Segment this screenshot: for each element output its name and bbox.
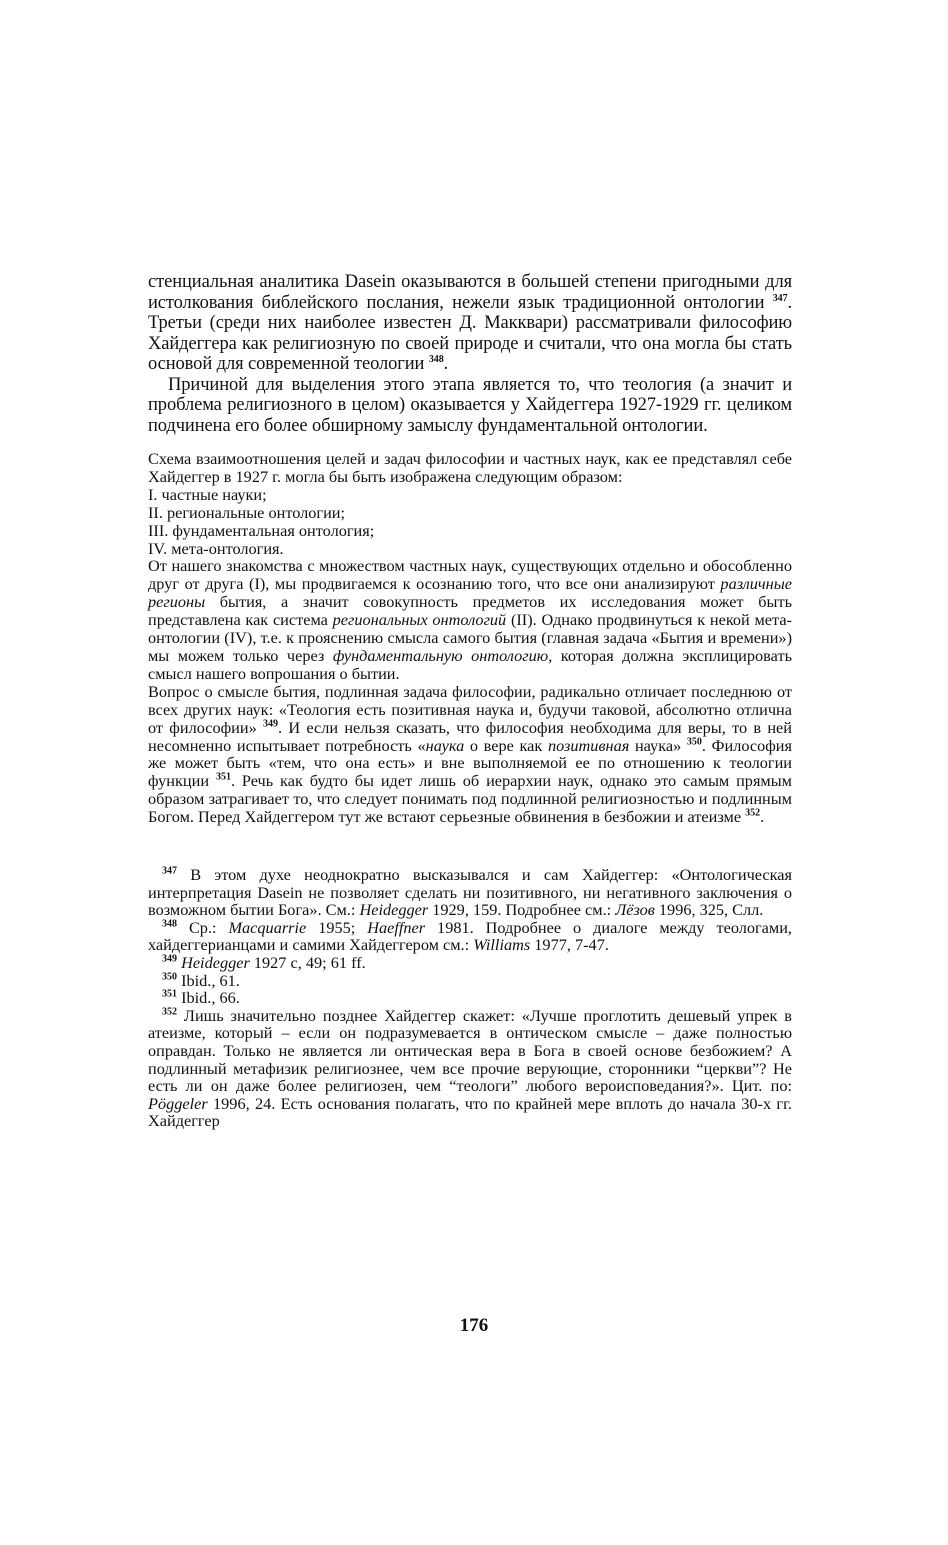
italic-text: фундаментальную онтологию, bbox=[332, 645, 553, 665]
italic-text: Pöggeler bbox=[148, 1093, 208, 1113]
footnote-ref: 351 bbox=[162, 988, 177, 1000]
italic-text: Haeffner bbox=[367, 917, 426, 937]
footnote-ref: 348 bbox=[162, 918, 177, 930]
footnote: $^{348}$ Ср.: Macquarrie 1955; Haeffner 1981. Подробнее о диалоге между теологами, хайдеггерианцами и самими Хайдеггером см.: Williams 1977, 7-47. bbox=[148, 917, 792, 955]
list-item: III. фундаментальная онтология; bbox=[148, 520, 375, 540]
footnote-ref: 347 bbox=[162, 865, 177, 877]
italic-text: Heidegger bbox=[181, 953, 250, 972]
italic-text: Лёзов bbox=[615, 900, 655, 920]
list-item: I. частные науки; bbox=[148, 484, 267, 504]
footnote-ref: 352 bbox=[162, 1006, 177, 1018]
footnote: $^{347}$ В этом духе неоднократно высказывался и сам Хайдеггер: «Онтологическая интерпретация Dasein не позволяет сделать ни позитивного, ни негативного заключения о возможном бытии Бога». См.: Heidegger 1929, 159. Подробнее см.: Лёзов 1996, 325, Слл. bbox=[148, 865, 792, 920]
block-intro: Схема взаимоотношения целей и задач философии и частных наук, как ее представлял себе Хайдеггер в 1927 г. могла бы быть изображена следующим образом: bbox=[148, 449, 792, 486]
page-number: 176 bbox=[459, 1315, 489, 1336]
italic-text: наука bbox=[425, 735, 465, 755]
block-paragraph: Вопрос о смысле бытия, подлинная задача философии, радикально отличает последнюю от всех других наук: «Теология есть позитивная наука и, будучи таковой, абсолютно отлична от философии» $^{349}$. И если нельзя сказать, что философия необходима для веры, то в ней несомненно испытывает потребность «наука о вере как позитивная наука» $^{350}$. Философия же может быть «тем, что она есть» и вне выполняемой ее по отношению к теологии функции $^{351}$. Речь как будто бы идет лишь об иерархии наук, однако это самым прямым образом затрагивает то, что следует понимать под подлинной религиозностью и подлинным Богом. Перед Хайдеггером тут же встают серьезные обвинения в безбожии и атеизме $^{352}$. bbox=[148, 681, 792, 827]
block-paragraph: От нашего знакомства с множеством частных наук, существующих отдельно и обособленно друг от друга (I), мы продвигаемся к осознанию того, что все они анализируют различные регионы бытия, а значит совокупность предметов их исследования может быть представлена как система региональных онтологий (II). Однако продвинуться к некой мета-онтологии (IV), т.е. к прояснению смысла самого бытия (главная задача «Бытия и времени») мы можем только через фундаментальную онтологию, которая должна эксплицировать смысл нашего вопрошания о бытии. bbox=[148, 556, 792, 683]
footnote-ref: 349 bbox=[263, 718, 278, 730]
footnote-ref: 347 bbox=[772, 292, 788, 304]
footnote-ref: 350 bbox=[686, 736, 702, 748]
list-item: IV. мета-онтология. bbox=[148, 538, 284, 558]
page-body bbox=[148, 272, 792, 1130]
italic-text: Williams bbox=[473, 935, 531, 955]
italic-text: позитивная bbox=[547, 735, 630, 755]
footnote-ref: 352 bbox=[745, 807, 761, 819]
italic-text: Heidegger bbox=[359, 900, 429, 920]
footnote-ref: 351 bbox=[215, 771, 231, 783]
footnote-ref: 348 bbox=[428, 353, 444, 365]
paragraph: Причиной для выделения этого этапа является то, что теология (а значит и проблема религиозного в целом) оказывается у Хайдеггера 1927-1929 гг. целиком подчинена его более обширному замыслу фундаментальной онтологии. bbox=[148, 374, 792, 436]
italic-text: различные регионы bbox=[148, 574, 792, 612]
main-text bbox=[148, 272, 792, 436]
footnote-ref: 349 bbox=[162, 953, 177, 965]
footnote: $^{349}$ Heidegger 1927 c, 49; 61 ff. bbox=[162, 953, 366, 972]
footnote: $^{351}$ Ibid., 66. bbox=[162, 988, 240, 1008]
footnote: $^{350}$ Ibid., 61. bbox=[162, 970, 240, 990]
footnote-ref: 350 bbox=[162, 971, 177, 983]
list-item: II. региональные онтологии; bbox=[148, 502, 346, 522]
italic-text: региональных онтологий bbox=[332, 610, 507, 630]
quote-block bbox=[148, 450, 792, 826]
footnote: $^{352}$ Лишь значительно позднее Хайдеггер скажет: «Лучше проглотить дешевый упрек в атеизме, который – если он подразумевается в онтическом смысле – даже полностью оправдан. Только не является ли онтическая вера в Бога в своей основе безбожием? А подлинный метафизик религиознее, чем все прочие верующие, сторонники “церкви”? Не есть ли он даже более религиозен, чем “теологи” любого вероисповедания?». Цит. по: Pöggeler 1996, 24. Есть основания полагать, что по крайней мере вплоть до начала 30-х гг. Хайдеггер bbox=[148, 1005, 792, 1131]
footnotes bbox=[148, 866, 792, 1130]
paragraph: стенциальная аналитика Dasein оказываются в большей степени пригодными для истолкования библейского послания, нежели язык традиционной онтологии $^{347}$. Третьи (среди них наиболее известен Д. Макквари) рассматривали философию Хайдеггера как религиозную по своей природе и считали, что она могла бы стать основой для современной теологии $^{348}$. bbox=[148, 272, 792, 374]
italic-text: Macquarrie bbox=[228, 917, 307, 937]
